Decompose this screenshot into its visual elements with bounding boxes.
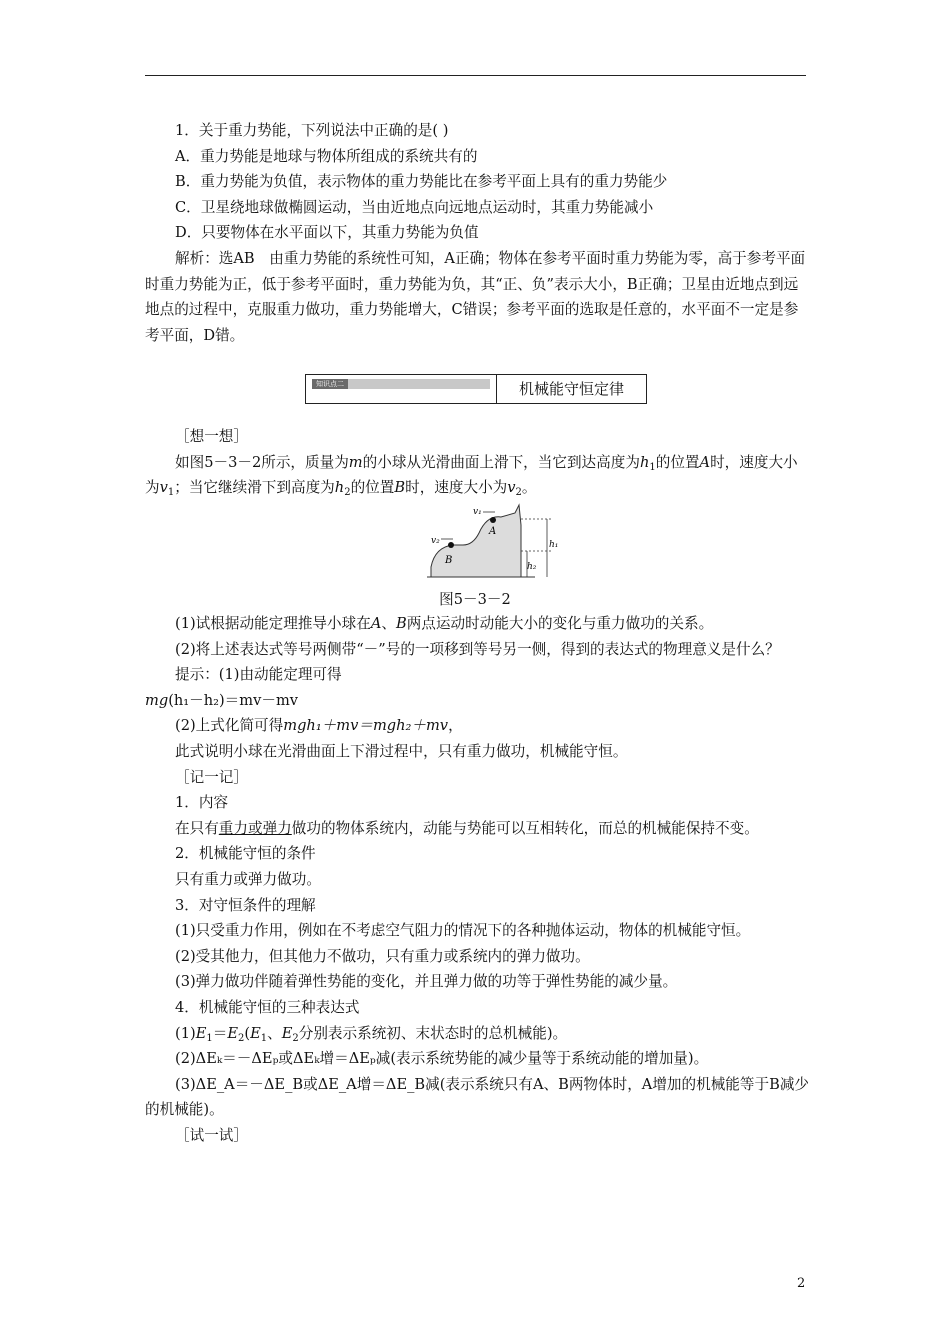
expression-1: $(1)E_1=E_2(E_1$、$E_2$分别表示系统初、末状态时的总机械能)。 xyxy=(175,1024,568,1044)
question-1 xyxy=(145,118,810,348)
equation-1: mg(h₁－h₂)＝mv－mv xyxy=(145,691,299,709)
item-4-title: 4．机械能守恒的三种表达式 xyxy=(175,998,360,1016)
option-c: C．卫星绕地球做椭圆运动，当由近地点向远地点运动时，其重力势能减小 xyxy=(175,198,654,216)
question-stem: 1．关于重力势能，下列说法中正确的是( ) xyxy=(175,122,449,139)
label-a: A xyxy=(489,526,497,537)
figure-caption: 图5－3－2 xyxy=(439,591,511,608)
label-b: B xyxy=(445,555,453,566)
label-h2: h₂ xyxy=(527,562,537,572)
knowledge-point-box xyxy=(305,374,647,404)
item-3-a: (1)只受重力作用，例如在不考虑空气阻力的情况下的各种抛体运动，物体的机械能守恒。 xyxy=(175,922,751,940)
think-header: ［想一想］ xyxy=(175,428,248,445)
think-section xyxy=(145,424,810,501)
item-3-c: (3)弹力做功伴随着弹性势能的变化，并且弹力做的功等于弹性势能的减少量。 xyxy=(175,973,678,991)
item-3-b: (2)受其他力，但其他力不做功，只有重力或系统内的弹力做功。 xyxy=(175,947,590,965)
item-3-title: 3．对守恒条件的理解 xyxy=(175,896,316,914)
option-b: B．重力势能为负值，表示物体的重力势能比在参考平面上具有的重力势能少 xyxy=(175,173,668,191)
ball-a xyxy=(490,517,496,523)
try-header: ［试一试］ xyxy=(175,1126,248,1144)
think-paragraph: 如图5－3－2所示，质量为m的小球从光滑曲面上滑下，当它到达高度为$h_1$的位置A时，速度大小为$v_1$；当它继续滑下到高度为$h_2$的位置B时，速度大小为$v_2$。 xyxy=(145,453,798,499)
knowledge-point-tag-cell xyxy=(306,375,497,403)
expression-2: (2)ΔEₖ＝－ΔEₚ或ΔEₖ增＝ΔEₚ减(表示系统势能的减少量等于系统动能的增加量)。 xyxy=(175,1050,709,1068)
think-question-1: (1)试根据动能定理推导小球在A、B两点运动时动能大小的变化与重力做功的关系。 xyxy=(175,615,714,632)
option-a: A．重力势能是地球与物体所组成的系统共有的 xyxy=(175,147,478,165)
remember-header: ［记一记］ xyxy=(175,768,248,786)
label-h1: h₁ xyxy=(549,540,559,550)
think-questions xyxy=(145,611,810,1148)
item-1-title: 1．内容 xyxy=(175,794,229,812)
item-1-content: 在只有重力或弹力做功的物体系统内，动能与势能可以互相转化，而总的机械能保持不变。 xyxy=(175,819,759,837)
solution-text: 解析：选AB 由重力势能的系统性可知，A正确；物体在参考平面时重力势能为零，高于参考平面时重力势能为正，低于参考平面时，重力势能为负，其“正、负”表示大小，B正确；卫星由近地点到远地点的过程中，克服重力做功，重力势能增大，C错误；参考平面的选取是任意的，水平面不一定是参考平面，D错。 xyxy=(145,249,806,344)
conclusion-text: 此式说明小球在光滑曲面上下滑过程中，只有重力做功，机械能守恒。 xyxy=(175,742,628,760)
label-v1: v₁ xyxy=(473,507,482,517)
label-v2: v₂ xyxy=(431,536,440,546)
knowledge-point-tag: 知识点二 xyxy=(312,379,348,389)
knowledge-point-title: 机械能守恒定律 xyxy=(518,380,624,398)
header-rule xyxy=(145,75,806,76)
slope-figure xyxy=(423,503,563,585)
page-number: 2 xyxy=(797,1276,806,1291)
ball-b xyxy=(448,542,454,548)
item-2-title: 2．机械能守恒的条件 xyxy=(175,845,316,863)
think-question-2: (2)将上述表达式等号两侧带“－”号的一项移到等号另一侧，得到的表达式的物理意义是什么？ xyxy=(175,640,780,658)
expression-3: (3)ΔE_A＝－ΔE_B或ΔE_A增＝ΔE_B减(表示系统只有A、B两物体时，A增加的机械能等于B减少的机械能)。 xyxy=(145,1075,810,1119)
equation-2: (2)上式化简可得mgh₁＋mv＝mgh₂＋mv， xyxy=(175,717,463,735)
hint-text: 提示：(1)由动能定理可得 xyxy=(175,666,342,684)
option-d: D．只要物体在水平面以下，其重力势能为负值 xyxy=(175,224,479,242)
item-2-content: 只有重力或弹力做功。 xyxy=(175,870,321,888)
